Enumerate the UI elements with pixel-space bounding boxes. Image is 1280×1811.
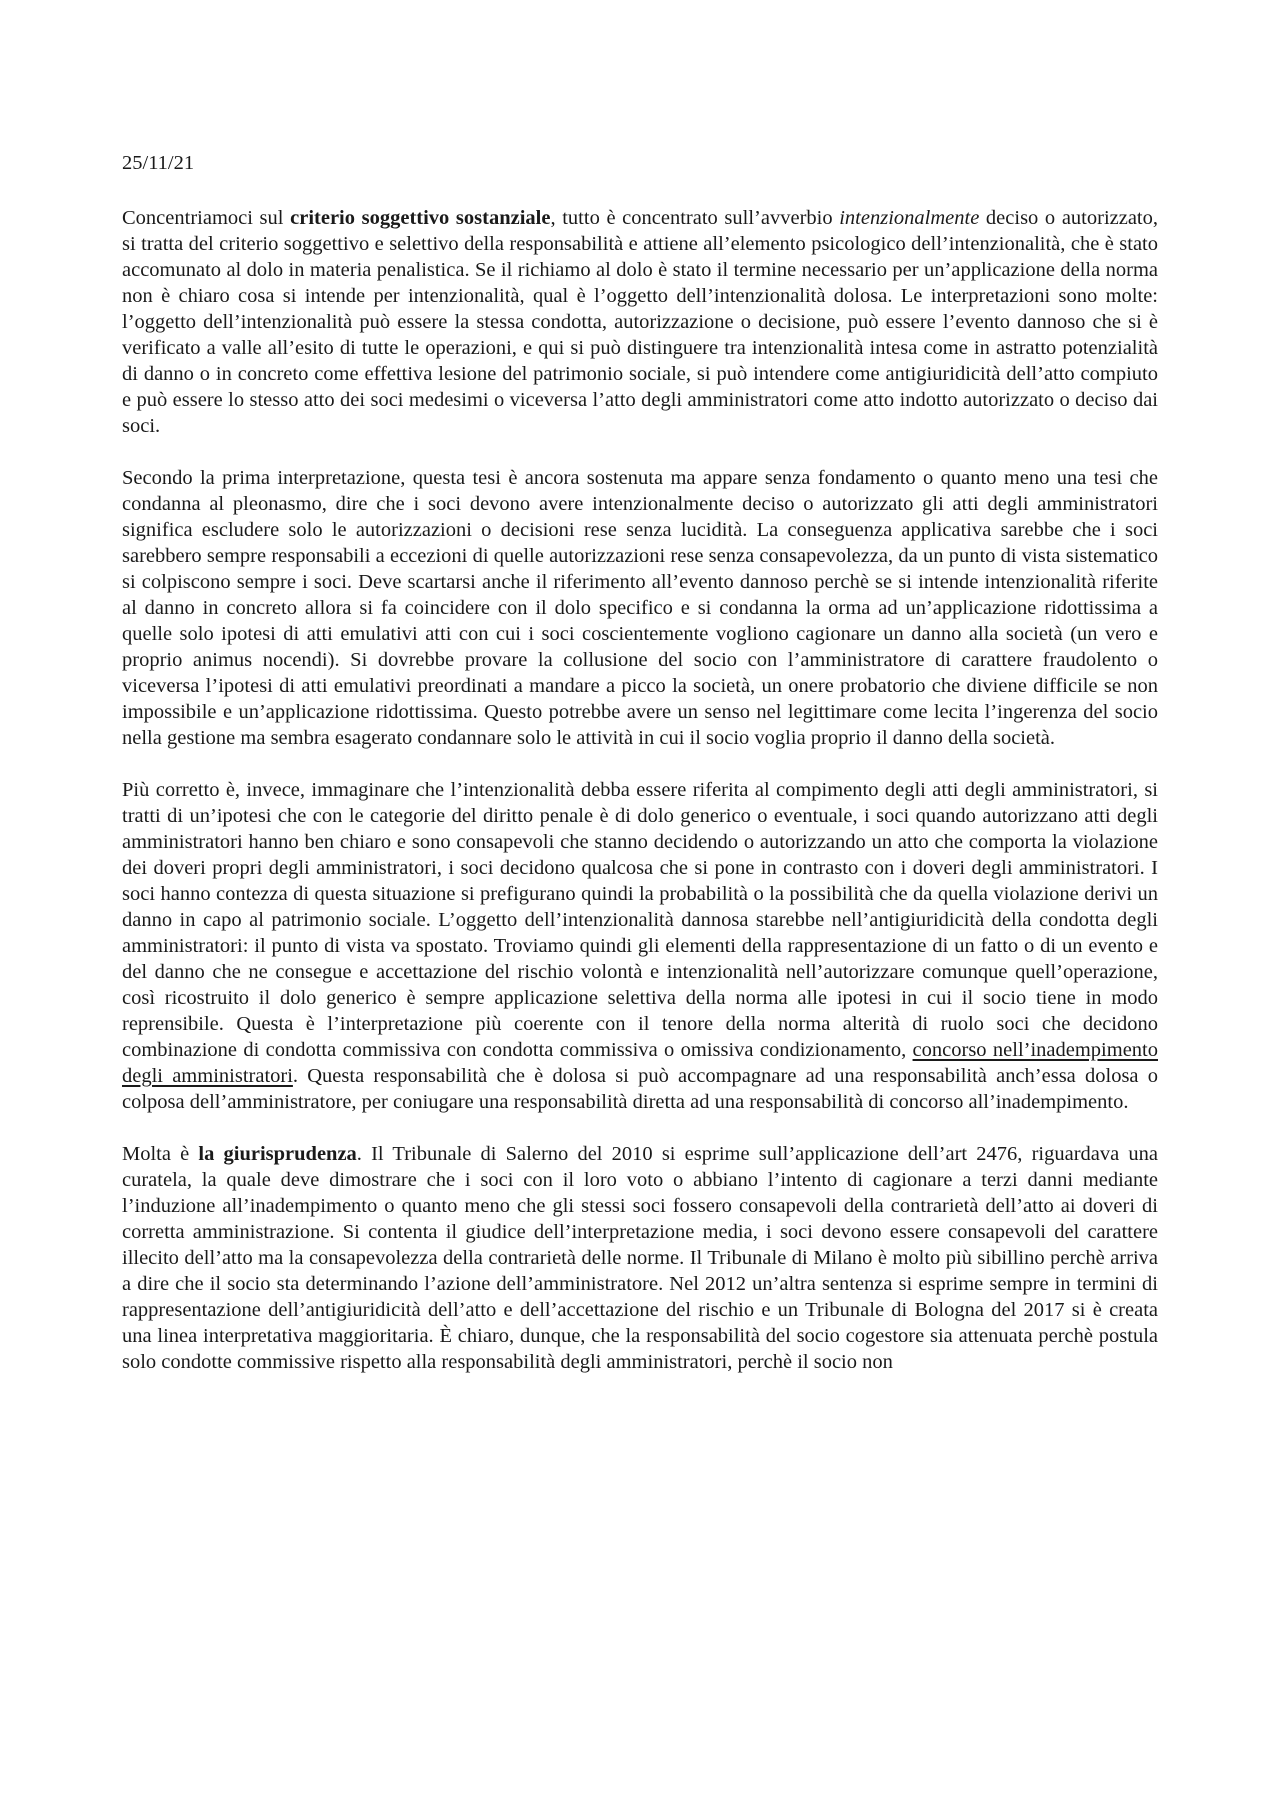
paragraph-text: Più corretto è, invece, immaginare che l’intenzionalità debba essere riferita al compimento degli atti degli amministratori, si tratti di un’ipotesi che con le categorie del diritto penale è di dolo generico o eventuale, i soci quando autorizzano atti degli amministratori hanno ben chiaro e sono consapevoli che stanno decidendo o autorizzando un atto che comporta la violazione dei doveri propri degli amministratori, i soci decidono qualcosa che si pone in contrasto con i doveri degli amministratori. I soci hanno contezza di questa situazione si prefigurano quindi la probabilità o la possibilità che da quella violazione derivi un danno in capo al patrimonio sociale. L’oggetto dell’intenzionalità dannosa starebbe nell’antigiuridicità della condotta degli amministratori: il punto di vista va spostato. Troviamo quindi gli elementi della rappresentazione di un fatto o di un evento e del danno che ne consegue e accettazione del rischio volontà e intenzionalità nell’autorizzare comunque quell’operazione, così ricostruito il dolo generico è sempre applicazione selettiva della norma alle ipotesi in cui il socio tiene in modo reprensibile. Questa è l’interpretazione più coerente con il tenore della norma alterità di ruolo soci che decidono combinazione di condotta commissiva con condotta commissiva o omissiva condizionamento, — [122, 779, 1158, 1061]
paragraph-piu-corretto — [122, 777, 1158, 1115]
italic-term-intenzionalmente: intenzionalmente — [839, 207, 980, 229]
document-date: 25/11/21 — [122, 152, 195, 174]
paragraph-text: Concentriamoci sul — [122, 207, 291, 229]
document-page — [122, 150, 1158, 1401]
underlined-term-concorso: concorso nell’inadempimento degli amministratori — [122, 1039, 1158, 1087]
paragraph-text: . Questa responsabilità che è dolosa si può accompagnare ad una responsabilità anch’essa dolosa o colposa dell’amministratore, per coniugare una responsabilità diretta ad una responsabilità di concorso all’inadempimento. — [122, 1065, 1158, 1113]
bold-term-criterio: criterio soggettivo sostanziale — [290, 207, 551, 229]
bold-term-giurisprudenza: la giurisprudenza — [198, 1143, 357, 1165]
paragraph-text: Molta è — [122, 1143, 199, 1165]
paragraph-giurisprudenza — [122, 1141, 1158, 1375]
paragraph-criterio-soggettivo — [122, 205, 1158, 439]
paragraph-prima-interpretazione: Secondo la prima interpretazione, questa tesi è ancora sostenuta ma appare senza fondamento o quanto meno una tesi che condanna al pleonasmo, dire che i soci devono avere intenzionalmente deciso o autorizzato gli atti degli amministratori significa escludere solo le autorizzazioni o decisioni rese senza lucidità. La conseguenza applicativa sarebbe che i soci sarebbero sempre responsabili a eccezioni di quelle autorizzazioni rese senza consapevolezza, da un punto di vista sistematico si colpiscono sempre i soci. Deve scartarsi anche il riferimento all’evento dannoso perchè se si intende intenzionalità riferite al danno in concreto allora si fa coincidere con il dolo specifico e si condanna la orma ad un’applicazione ridottissima a quelle solo ipotesi di atti emulativi atti con cui i soci coscientemente vogliono cagionare un danno alla società (un vero e proprio animus nocendi). Si dovrebbe provare la collusione del socio con l’amministratore di carattere fraudolento o viceversa l’ipotesi di atti emulativi preordinati a mandare a picco la società, un onere probatorio che diviene difficile se non impossibile e un’applicazione ridottissima. Questo potrebbe avere un senso nel legittimare come lecita l’ingerenza del socio nella gestione ma sembra esagerato condannare solo le attività in cui il socio voglia proprio il danno della società. — [122, 467, 1158, 749]
paragraph-text: , tutto è concentrato sull’avverbio — [550, 207, 840, 229]
paragraph-text: deciso o autorizzato, si tratta del criterio soggettivo e selettivo della responsabilità e attiene all’elemento psicologico dell’intenzionalità, che è stato accomunato al dolo in materia penalistica. Se il richiamo al dolo è stato il termine necessario per un’applicazione della norma non è chiaro cosa si intende per intenzionalità, qual è l’oggetto dell’intenzionalità dolosa. Le interpretazioni sono molte: l’oggetto dell’intenzionalità può essere la stessa condotta, autorizzazione o decisione, può essere l’evento dannoso che si è verificato a valle all’esito di tutte le operazioni, e qui si può distinguere tra intenzionalità intesa come in astratto potenzialità di danno o in concreto come effettiva lesione del patrimonio sociale, si può intendere come antigiuridicità dell’atto compiuto e può essere lo stesso atto dei soci medesimi o viceversa l’atto degli amministratori come atto indotto autorizzato o deciso dai soci. — [122, 207, 1159, 437]
paragraph-text: . Il Tribunale di Salerno del 2010 si esprime sull’applicazione dell’art 2476, riguardava una curatela, la quale deve dimostrare che i soci con il loro voto o abbiano l’intento di cagionare a terzi danni mediante l’induzione all’inadempimento o quanto meno che gli stessi soci fossero consapevoli della contrarietà dell’atto ai doveri di corretta amministrazione. Si contenta il giudice dell’interpretazione media, i soci devono essere consapevoli del carattere illecito dell’atto ma la consapevolezza della contrarietà delle norme. Il Tribunale di Milano è molto più sibillino perchè arriva a dire che il socio sta determinando l’azione dell’amministratore. Nel 2012 un’altra sentenza si esprime sempre in termini di rappresentazione dell’antigiuridicità dell’atto e dell’accettazione del rischio e un Tribunale di Bologna del 2017 si è creata una linea interpretativa maggioritaria. È chiaro, dunque, che la responsabilità del socio cogestore sia attenuata perchè postula solo condotte commissive rispetto alla responsabilità degli amministratori, perchè il socio non — [122, 1143, 1158, 1373]
